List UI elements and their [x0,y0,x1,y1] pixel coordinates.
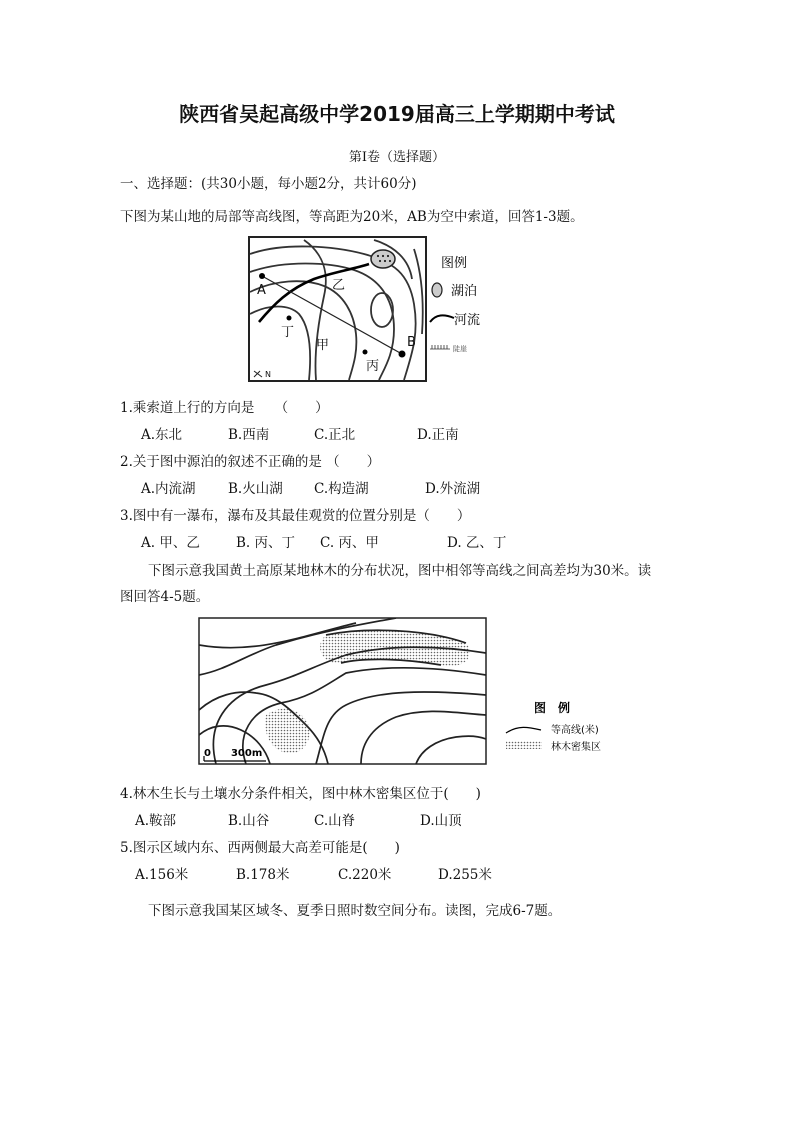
q3-option-c[interactable]: C. 丙、甲 [320,535,379,551]
label-jia: 甲 [316,338,330,353]
legend2-title: 图 例 [534,701,571,715]
q5-option-d[interactable]: D.255米 [438,867,492,883]
scale-label: 0 300m [204,748,263,759]
legend-lake-icon [432,283,442,297]
q2-option-d[interactable]: D.外流湖 [425,481,481,497]
lake-icon [371,250,395,268]
label-bing: 丙 [366,359,380,374]
q1-stem: 1.乘索道上行的方向是 （ ） [120,400,329,416]
contour-map-2 [196,615,646,767]
legend-cliff-label: 陡崖 [453,345,467,353]
q5-option-a[interactable]: A.156米 [135,867,189,883]
q4-option-c[interactable]: C.山脊 [314,813,356,829]
q5-option-c[interactable]: C.220米 [338,867,392,883]
q5-option-b[interactable]: B.178米 [236,867,290,883]
north-label: N [265,370,271,379]
legend-river-icon [430,315,454,322]
q3-option-d[interactable]: D. 乙、丁 [447,535,507,551]
q5-stem: 5.图示区域内东、西两侧最大高差可能是( ) [120,840,400,856]
contour-map-1 [244,234,504,384]
q2-option-c[interactable]: C.构造湖 [314,481,369,497]
label-ding: 丁 [281,325,295,340]
section-heading: 一、选择题：(共30小题，每小题2分，共计60分) [120,176,417,192]
q4-stem: 4.林木生长与土壤水分条件相关，图中林木密集区位于( ) [120,786,481,802]
q3-option-b[interactable]: B. 丙、丁 [236,535,296,551]
q4-option-d[interactable]: D.山顶 [420,813,462,829]
legend1-title: 图例 [441,256,468,271]
legend-forest-label: 林木密集区 [551,742,601,753]
q1-option-b[interactable]: B.西南 [228,427,270,443]
legend-lake-label: 湖泊 [451,284,478,299]
intro-q4-5-line2: 图回答4-5题。 [120,589,210,605]
volume-heading: 第Ⅰ卷（选择题） [348,150,446,165]
q4-option-b[interactable]: B.山谷 [228,813,270,829]
intro-q6-7: 下图示意我国某区域冬、夏季日照时数空间分布。读图，完成6-7题。 [148,903,562,919]
intro-q1-3: 下图为某山地的局部等高线图，等高距为20米，AB为空中索道，回答1-3题。 [120,209,584,225]
legend-cliff-icon [430,345,450,349]
legend-contour-label: 等高线(米) [551,725,599,736]
q3-option-a[interactable]: A. 甲、乙 [141,535,200,551]
page-title: 陕西省吴起高级中学2019届高三上学期期中考试 [179,102,615,126]
q2-option-b[interactable]: B.火山湖 [228,481,283,497]
label-yi: 乙 [332,278,346,293]
q2-option-a[interactable]: A.内流湖 [141,481,196,497]
intro-q4-5-line1: 下图示意我国黄土高原某地林木的分布状况，图中相邻等高线之间高差均为30米。读 [148,563,652,579]
north-arrow-icon [254,371,262,377]
q1-option-c[interactable]: C.正北 [314,427,356,443]
legend-forest-icon [506,741,542,749]
legend-river-label: 河流 [454,313,481,328]
q4-option-a[interactable]: A.鞍部 [135,813,177,829]
q1-option-a[interactable]: A.东北 [141,427,183,443]
river-line [259,264,369,322]
legend-contour-icon [506,727,541,733]
q1-option-d[interactable]: D.正南 [417,427,459,443]
label-a: A [257,283,266,298]
q2-stem: 2.关于图中源泊的叙述不正确的是 （ ） [120,454,381,470]
q3-stem: 3.图中有一瀑布，瀑布及其最佳观赏的位置分别是（ ） [120,508,471,524]
label-b: B [407,335,416,350]
